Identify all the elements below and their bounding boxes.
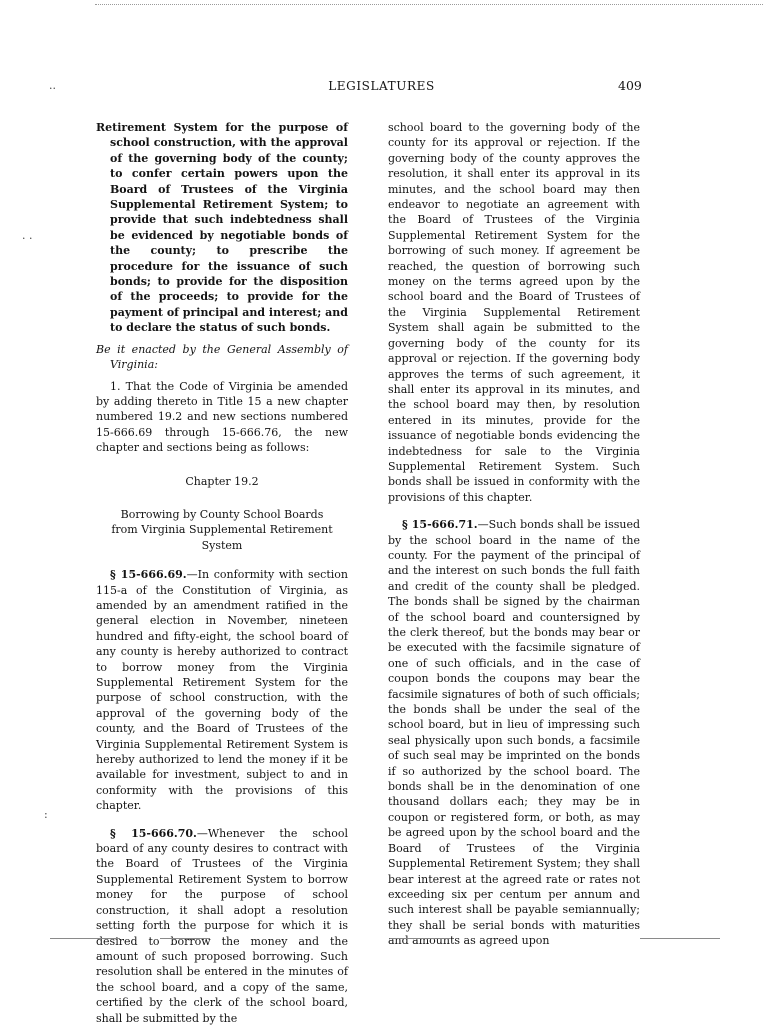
footer-rule [160, 938, 210, 939]
footer-rule [50, 938, 120, 939]
enacting-clause: Be it enacted by the General Assembly of Virginia: [96, 342, 348, 372]
section-number: § 15-666.70. [110, 826, 197, 840]
chapter-subtitle-line-1: Borrowing by County School Boards [120, 507, 324, 521]
section-text: —Whenever the school board of any county desires to contract with the Board of Trustees of the Virginia Supplemental Retirement System to borrow money for the purpose of school construction, it shall adopt a resolution setting forth the purpose for which it is desired to borrow the money and the amount of such proposed borrowing. Such resolution shall be entered in the minutes of the school board, and a copy of the same, certified by the clerk of the school board, shall be submitted by the [96, 826, 348, 1025]
section-15-666-71 [388, 517, 640, 948]
footer-rule [390, 938, 450, 939]
top-dotted-rule [95, 4, 763, 5]
section-number: § 15-666.69. [110, 568, 187, 582]
section-text: —In conformity with section 115-a of the Constitution of Virginia, as amended by an amendment ratified in the general election in November, nineteen hundred and fifty-eight, the school board of any county is hereby authorized to contract to borrow money from the Virginia Supplemental Retirement System for the purpose of school construction, with the approval of the governing body of the county, and the Board of Trustees of the Virginia Supplemental Retirement System is hereby authorized to lend the money if it be available for investment, subject to and in conformity with the provisions of this chapter. [96, 568, 348, 813]
margin-mark: ·· [49, 82, 56, 95]
act-title: Retirement System for the purpose of school construction, with the approval of the governing body of the county; to confer certain powers upon the Board of Trustees of the Virginia Supplemental Retirement System; to provide that such indebtedness shall be evidenced by negotiable bonds of the county; to prescribe the procedure for the issuance of such bonds; to provide for the disposition of the proceeds; to provide for the payment of principal and interest; and to declare the status of such bonds. [96, 121, 348, 335]
section-text: —Such bonds shall be issued by the school board in the name of the county. For the payment of the principal of and the interest on such bonds the full faith and credit of the county shall be pledged. The bonds shall be signed by the chairman of the school board and countersigned by the clerk thereof, but the bonds may bear or be executed with the facsimile signature of one of such officials, and in the case of coupon bonds the coupons may bear the facsimile signatures of both of such officials; the bonds shall be under the seal of the school board, but in lieu of impressing such seal physically upon such bonds, a facsimile of such seal may be imprinted on the bonds if so authorized by the school board. The bonds shall be in the denomination of one thousand dollars each; they may be in coupon or registered form, or both, as may be agreed upon by the school board and the Board of Trustees of the Virginia Supplemental Retirement System; they shall bear interest at the agreed rate or rates not exceeding six per centum per annum and such interest shall be payable semiannually; they shall be serial bonds with maturities and amounts as agreed upon [388, 518, 640, 948]
left-column [96, 120, 348, 1026]
section-15-666-70 [96, 826, 348, 1026]
footer-rule [640, 938, 720, 939]
chapter-subtitle-line-2: from Virginia Supplemental Retirement System [111, 523, 333, 552]
amendment-paragraph: 1. That the Code of Virginia be amended by adding thereto in Title 15 a new chapter numbered 19.2 and new sections numbered 15-666.69 through 15-666.76, the new chapter and sections being as follows: [96, 379, 348, 455]
margin-mark: : [44, 808, 48, 821]
section-70-continuation: school board to the governing body of the county for its approval or rejection. If the governing body of the county approves the resolution, it shall enter its approval in its minutes, and the school board may then endeavor to negotiate an agreement with the Board of Trustees of the Virginia Supplemental Retirement System for the borrowing of such money. If agreement be reached, the question of borrowing such money on the terms agreed upon by the school board and the Board of Trustees of the Virginia Supplemental Retirement System shall again be submitted to the governing body of the county for its approval or rejection. If the governing body approves the terms of such agreement, it shall enter its approval in its minutes, and the school board may then, by resolution entered in its minutes, provide for the issuance of negotiable bonds evidencing the indebtedness for sale to the Virginia Supplemental Retirement System. Such bonds shall be issued in conformity with the provisions of this chapter. [388, 121, 640, 504]
page-number: 409 [618, 78, 642, 93]
running-header: LEGISLATURES [328, 79, 435, 93]
right-column [388, 120, 640, 949]
chapter-subtitle [96, 507, 348, 553]
margin-mark: · · [22, 232, 33, 245]
section-number: § 15-666.71. [402, 518, 478, 532]
chapter-heading: Chapter 19.2 [185, 474, 259, 488]
section-15-666-69 [96, 567, 348, 814]
